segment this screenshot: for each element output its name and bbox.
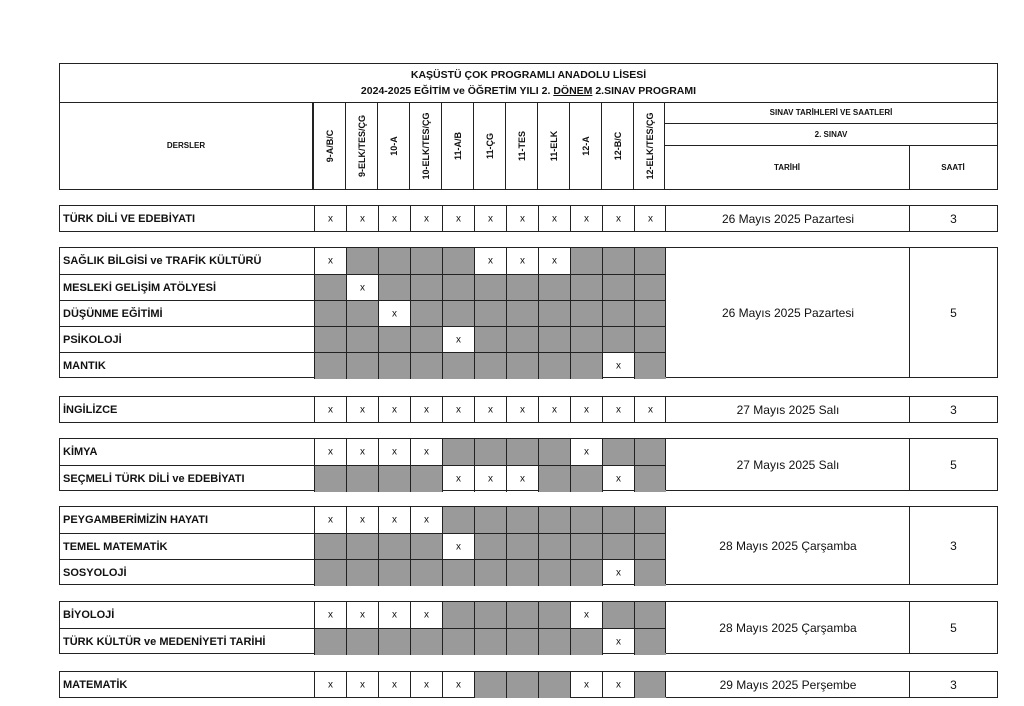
empty-cell: [538, 327, 570, 353]
empty-cell: [442, 602, 474, 628]
exam-time: 5: [909, 602, 997, 653]
exam-mark: x: [392, 446, 397, 458]
exam-mark-cell: [570, 672, 602, 698]
exam-mark: x: [520, 213, 525, 225]
exam-mark: x: [360, 446, 365, 458]
exam-time: 3: [909, 397, 997, 422]
subject-name: MESLEKİ GELİŞİM ATÖLYESİ: [63, 282, 217, 294]
empty-cell: [602, 507, 634, 533]
empty-cell: [506, 327, 538, 353]
exam-mark: x: [456, 404, 461, 416]
class-header-label: 11-A/B: [453, 131, 463, 161]
empty-cell: [378, 629, 410, 655]
exam-mark: x: [584, 404, 589, 416]
exam-mark: x: [616, 213, 621, 225]
empty-cell: [346, 534, 378, 560]
exam-mark: x: [520, 255, 525, 267]
empty-cell: [474, 534, 506, 560]
empty-cell: [634, 534, 666, 560]
exam-time: 5: [909, 439, 997, 490]
exam-mark-cell: [442, 206, 474, 232]
empty-cell: [570, 248, 602, 274]
exam-mark-cell: [314, 672, 346, 698]
exam-mark-cell: [410, 397, 442, 423]
exam-mark: x: [456, 541, 461, 553]
exam-mark: x: [392, 609, 397, 621]
empty-cell: [602, 248, 634, 274]
exam-date: 28 Mayıs 2025 Çarşamba: [665, 602, 910, 653]
exam-mark-cell: [506, 397, 538, 423]
exam-mark: x: [424, 679, 429, 691]
empty-cell: [570, 275, 602, 301]
exam-mark-cell: [346, 602, 378, 628]
header-subjects: DERSLER: [59, 103, 313, 190]
class-header-label: 12-B/C: [613, 131, 623, 161]
exam-mark-cell: [314, 248, 346, 274]
empty-cell: [634, 466, 666, 492]
subject-row: [60, 274, 665, 301]
empty-cell: [442, 439, 474, 465]
exam-mark-cell: [378, 672, 410, 698]
empty-cell: [602, 301, 634, 327]
empty-cell: [410, 248, 442, 274]
exam-mark: x: [552, 404, 557, 416]
exam-mark: x: [328, 213, 333, 225]
exam-mark-cell: [442, 466, 474, 492]
subject-name: PSİKOLOJİ: [63, 334, 122, 346]
subject-row: [60, 397, 665, 423]
exam-mark-cell: [474, 397, 506, 423]
exam-date: 26 Mayıs 2025 Pazartesi: [665, 248, 910, 377]
subject-name: TEMEL MATEMATİK: [63, 541, 168, 553]
exam-mark: x: [392, 213, 397, 225]
exam-mark: x: [584, 609, 589, 621]
empty-cell: [506, 602, 538, 628]
exam-mark-cell: [570, 602, 602, 628]
exam-mark: x: [424, 514, 429, 526]
empty-cell: [538, 353, 570, 379]
subject-row: [60, 628, 665, 655]
exam-mark-cell: [314, 507, 346, 533]
exam-mark-cell: [442, 534, 474, 560]
subject-row: [60, 465, 665, 492]
class-header-label: 9-A/B/C: [325, 129, 335, 163]
exam-mark-cell: [346, 397, 378, 423]
exam-mark: x: [488, 404, 493, 416]
exam-mark: x: [616, 567, 621, 579]
empty-cell: [378, 560, 410, 586]
exam-mark-cell: [634, 206, 666, 232]
empty-cell: [474, 602, 506, 628]
empty-cell: [570, 301, 602, 327]
exam-mark: x: [392, 679, 397, 691]
empty-cell: [474, 560, 506, 586]
class-header-label: 12-A: [581, 136, 591, 156]
exam-mark: x: [584, 679, 589, 691]
exam-mark-cell: [314, 439, 346, 465]
exam-mark-cell: [346, 507, 378, 533]
schedule-block: [59, 396, 998, 423]
empty-cell: [634, 301, 666, 327]
exam-mark: x: [360, 213, 365, 225]
empty-cell: [378, 327, 410, 353]
empty-cell: [314, 301, 346, 327]
exam-mark-cell: [314, 602, 346, 628]
exam-mark-cell: [570, 439, 602, 465]
empty-cell: [634, 560, 666, 586]
subject-name: İNGİLİZCE: [63, 404, 118, 416]
empty-cell: [506, 439, 538, 465]
exam-mark: x: [616, 404, 621, 416]
exam-mark: x: [328, 514, 333, 526]
exam-date: 26 Mayıs 2025 Pazartesi: [665, 206, 910, 231]
subject-row: [60, 206, 665, 232]
empty-cell: [410, 466, 442, 492]
subject-name: TÜRK DİLİ VE EDEBİYATI: [63, 213, 196, 225]
empty-cell: [538, 672, 570, 698]
exam-program-title: 2024-2025 EĞİTİM ve ÖĞRETİM YILI 2. DÖNEM 2.SINAV PROGRAMI: [360, 85, 697, 97]
exam-mark: x: [584, 213, 589, 225]
empty-cell: [634, 439, 666, 465]
empty-cell: [634, 507, 666, 533]
empty-cell: [474, 327, 506, 353]
empty-cell: [442, 275, 474, 301]
exam-mark: x: [328, 404, 333, 416]
empty-cell: [506, 672, 538, 698]
empty-cell: [634, 275, 666, 301]
schedule-block: [59, 671, 998, 698]
exam-mark-cell: [442, 327, 474, 353]
exam-mark-cell: [346, 206, 378, 232]
empty-cell: [602, 534, 634, 560]
exam-mark-cell: [410, 672, 442, 698]
empty-cell: [570, 327, 602, 353]
exam-mark-cell: [602, 206, 634, 232]
header-time: SAATİ: [941, 163, 965, 172]
exam-mark: x: [392, 308, 397, 320]
exam-mark-cell: [314, 206, 346, 232]
exam-mark-cell: [346, 275, 378, 301]
exam-date: 28 Mayıs 2025 Çarşamba: [665, 507, 910, 584]
schedule-block: [59, 438, 998, 491]
empty-cell: [346, 248, 378, 274]
subject-row: [60, 326, 665, 353]
empty-cell: [570, 507, 602, 533]
subject-row: [60, 672, 665, 698]
empty-cell: [378, 353, 410, 379]
empty-cell: [634, 602, 666, 628]
empty-cell: [474, 301, 506, 327]
schedule-block: [59, 205, 998, 232]
class-header-label: 12-ELK/TES/ÇG: [645, 112, 655, 180]
class-header-label: 11-ÇG: [485, 132, 495, 160]
empty-cell: [410, 560, 442, 586]
exam-mark: x: [488, 213, 493, 225]
empty-cell: [538, 301, 570, 327]
schedule-block: [59, 247, 998, 378]
empty-cell: [346, 466, 378, 492]
exam-time: 3: [909, 507, 997, 584]
exam-mark-cell: [634, 397, 666, 423]
empty-cell: [602, 327, 634, 353]
empty-cell: [314, 327, 346, 353]
exam-mark: x: [456, 473, 461, 485]
exam-mark-cell: [538, 397, 570, 423]
schedule-block: [59, 506, 998, 585]
empty-cell: [314, 275, 346, 301]
exam-mark-cell: [378, 602, 410, 628]
class-header-label: 10-A: [389, 136, 399, 156]
header-frame: [59, 102, 998, 190]
exam-mark: x: [424, 446, 429, 458]
exam-mark-cell: [378, 439, 410, 465]
exam-mark: x: [552, 213, 557, 225]
subject-row: [60, 559, 665, 586]
empty-cell: [314, 466, 346, 492]
exam-mark-cell: [570, 206, 602, 232]
exam-mark: x: [424, 609, 429, 621]
empty-cell: [570, 560, 602, 586]
empty-cell: [602, 439, 634, 465]
exam-mark-cell: [474, 248, 506, 274]
class-header-label: 9-ELK/TES/ÇG: [357, 114, 367, 178]
empty-cell: [506, 629, 538, 655]
exam-time: 3: [909, 206, 997, 231]
empty-cell: [410, 353, 442, 379]
empty-cell: [410, 534, 442, 560]
empty-cell: [634, 672, 666, 698]
empty-cell: [442, 507, 474, 533]
empty-cell: [410, 275, 442, 301]
exam-mark: x: [424, 404, 429, 416]
exam-mark: x: [488, 255, 493, 267]
exam-mark: x: [616, 473, 621, 485]
exam-mark-cell: [378, 507, 410, 533]
exam-mark-cell: [378, 301, 410, 327]
exam-mark-cell: [538, 248, 570, 274]
empty-cell: [410, 629, 442, 655]
empty-cell: [602, 275, 634, 301]
header-date: TARİHİ: [773, 163, 801, 172]
exam-mark-cell: [378, 397, 410, 423]
exam-mark: x: [392, 514, 397, 526]
exam-mark-cell: [602, 466, 634, 492]
exam-mark: x: [616, 360, 621, 372]
subject-name: MATEMATİK: [63, 679, 128, 691]
empty-cell: [538, 534, 570, 560]
schedule-block: [59, 601, 998, 654]
exam-mark: x: [456, 334, 461, 346]
exam-mark: x: [616, 636, 621, 648]
empty-cell: [442, 301, 474, 327]
subject-row: [60, 439, 665, 465]
header-exam-dates: SINAV TARİHLERİ VE SAATLERİ 2. SINAV TARİHİ SAATİ: [664, 103, 998, 190]
empty-cell: [538, 602, 570, 628]
exam-mark-cell: [602, 353, 634, 379]
exam-date: 29 Mayıs 2025 Perşembe: [665, 672, 910, 697]
empty-cell: [346, 301, 378, 327]
empty-cell: [378, 534, 410, 560]
exam-mark-cell: [410, 206, 442, 232]
empty-cell: [346, 327, 378, 353]
exam-date: 27 Mayıs 2025 Salı: [665, 439, 910, 490]
empty-cell: [410, 301, 442, 327]
exam-mark-cell: [570, 397, 602, 423]
exam-mark-cell: [506, 206, 538, 232]
exam-mark: x: [520, 404, 525, 416]
empty-cell: [570, 466, 602, 492]
empty-cell: [346, 560, 378, 586]
exam-mark: x: [648, 404, 653, 416]
subject-row: [60, 352, 665, 379]
exam-mark-cell: [346, 672, 378, 698]
exam-mark-cell: [506, 466, 538, 492]
empty-cell: [474, 629, 506, 655]
subject-row: [60, 602, 665, 628]
subject-name: SOSYOLOJİ: [63, 567, 127, 579]
empty-cell: [538, 560, 570, 586]
empty-cell: [474, 507, 506, 533]
subject-name: DÜŞÜNME EĞİTİMİ: [63, 308, 163, 320]
exam-mark: x: [616, 679, 621, 691]
exam-mark-cell: [602, 629, 634, 655]
subject-name: MANTIK: [63, 360, 106, 372]
empty-cell: [602, 602, 634, 628]
subject-row: [60, 248, 665, 274]
empty-cell: [506, 353, 538, 379]
empty-cell: [314, 353, 346, 379]
empty-cell: [442, 248, 474, 274]
exam-mark-cell: [538, 206, 570, 232]
exam-mark-cell: [602, 672, 634, 698]
exam-time: 5: [909, 248, 997, 377]
exam-mark: x: [328, 255, 333, 267]
class-header-label: 11-TES: [517, 130, 527, 162]
exam-mark-cell: [410, 602, 442, 628]
exam-mark: x: [360, 679, 365, 691]
empty-cell: [506, 560, 538, 586]
empty-cell: [570, 629, 602, 655]
empty-cell: [538, 275, 570, 301]
exam-mark: x: [488, 473, 493, 485]
empty-cell: [506, 534, 538, 560]
subject-name: KİMYA: [63, 446, 98, 458]
empty-cell: [538, 466, 570, 492]
empty-cell: [474, 353, 506, 379]
empty-cell: [314, 629, 346, 655]
exam-mark: x: [328, 446, 333, 458]
exam-mark: x: [456, 679, 461, 691]
empty-cell: [314, 560, 346, 586]
empty-cell: [634, 629, 666, 655]
exam-mark-cell: [314, 397, 346, 423]
subject-name: SEÇMELİ TÜRK DİLİ ve EDEBİYATI: [63, 473, 245, 485]
empty-cell: [474, 672, 506, 698]
subject-name: SAĞLIK BİLGİSİ ve TRAFİK KÜLTÜRÜ: [63, 255, 262, 267]
exam-date: 27 Mayıs 2025 Salı: [665, 397, 910, 422]
empty-cell: [634, 327, 666, 353]
empty-cell: [474, 275, 506, 301]
empty-cell: [506, 301, 538, 327]
document-title: [59, 63, 998, 103]
exam-mark-cell: [442, 397, 474, 423]
empty-cell: [474, 439, 506, 465]
empty-cell: [570, 353, 602, 379]
exam-mark: x: [520, 473, 525, 485]
subject-name: BİYOLOJİ: [63, 609, 115, 621]
exam-mark-cell: [442, 672, 474, 698]
subject-row: [60, 300, 665, 327]
exam-mark: x: [456, 213, 461, 225]
exam-mark-cell: [506, 248, 538, 274]
subject-name: TÜRK KÜLTÜR ve MEDENİYETİ TARİHİ: [63, 636, 266, 648]
empty-cell: [378, 275, 410, 301]
empty-cell: [538, 629, 570, 655]
empty-cell: [506, 275, 538, 301]
exam-mark: x: [360, 609, 365, 621]
exam-time: 3: [909, 672, 997, 697]
subject-row: [60, 507, 665, 533]
empty-cell: [634, 248, 666, 274]
exam-mark: x: [360, 404, 365, 416]
class-header-label: 10-ELK/TES/ÇG: [421, 112, 431, 180]
exam-mark: x: [584, 446, 589, 458]
exam-mark-cell: [346, 439, 378, 465]
empty-cell: [634, 353, 666, 379]
empty-cell: [538, 439, 570, 465]
exam-mark-cell: [378, 206, 410, 232]
empty-cell: [506, 507, 538, 533]
exam-mark: x: [424, 213, 429, 225]
empty-cell: [442, 353, 474, 379]
school-name: KAŞÜSTÜ ÇOK PROGRAMLI ANADOLU LİSESİ: [410, 69, 647, 81]
empty-cell: [410, 327, 442, 353]
empty-cell: [346, 353, 378, 379]
exam-mark: x: [392, 404, 397, 416]
empty-cell: [346, 629, 378, 655]
exam-mark-cell: [602, 397, 634, 423]
exam-mark-cell: [410, 439, 442, 465]
empty-cell: [314, 534, 346, 560]
exam-mark-cell: [410, 507, 442, 533]
exam-mark: x: [328, 609, 333, 621]
empty-cell: [570, 534, 602, 560]
empty-cell: [378, 248, 410, 274]
subject-row: [60, 533, 665, 560]
exam-mark: x: [360, 282, 365, 294]
exam-mark-cell: [474, 206, 506, 232]
empty-cell: [378, 466, 410, 492]
subject-name: PEYGAMBERİMİZİN HAYATI: [63, 514, 209, 526]
empty-cell: [442, 560, 474, 586]
empty-cell: [442, 629, 474, 655]
exam-mark-cell: [602, 560, 634, 586]
exam-mark: x: [328, 679, 333, 691]
exam-mark-cell: [474, 466, 506, 492]
class-header-label: 11-ELK: [549, 130, 559, 162]
empty-cell: [538, 507, 570, 533]
exam-mark: x: [360, 514, 365, 526]
exam-mark: x: [648, 213, 653, 225]
exam-mark: x: [552, 255, 557, 267]
